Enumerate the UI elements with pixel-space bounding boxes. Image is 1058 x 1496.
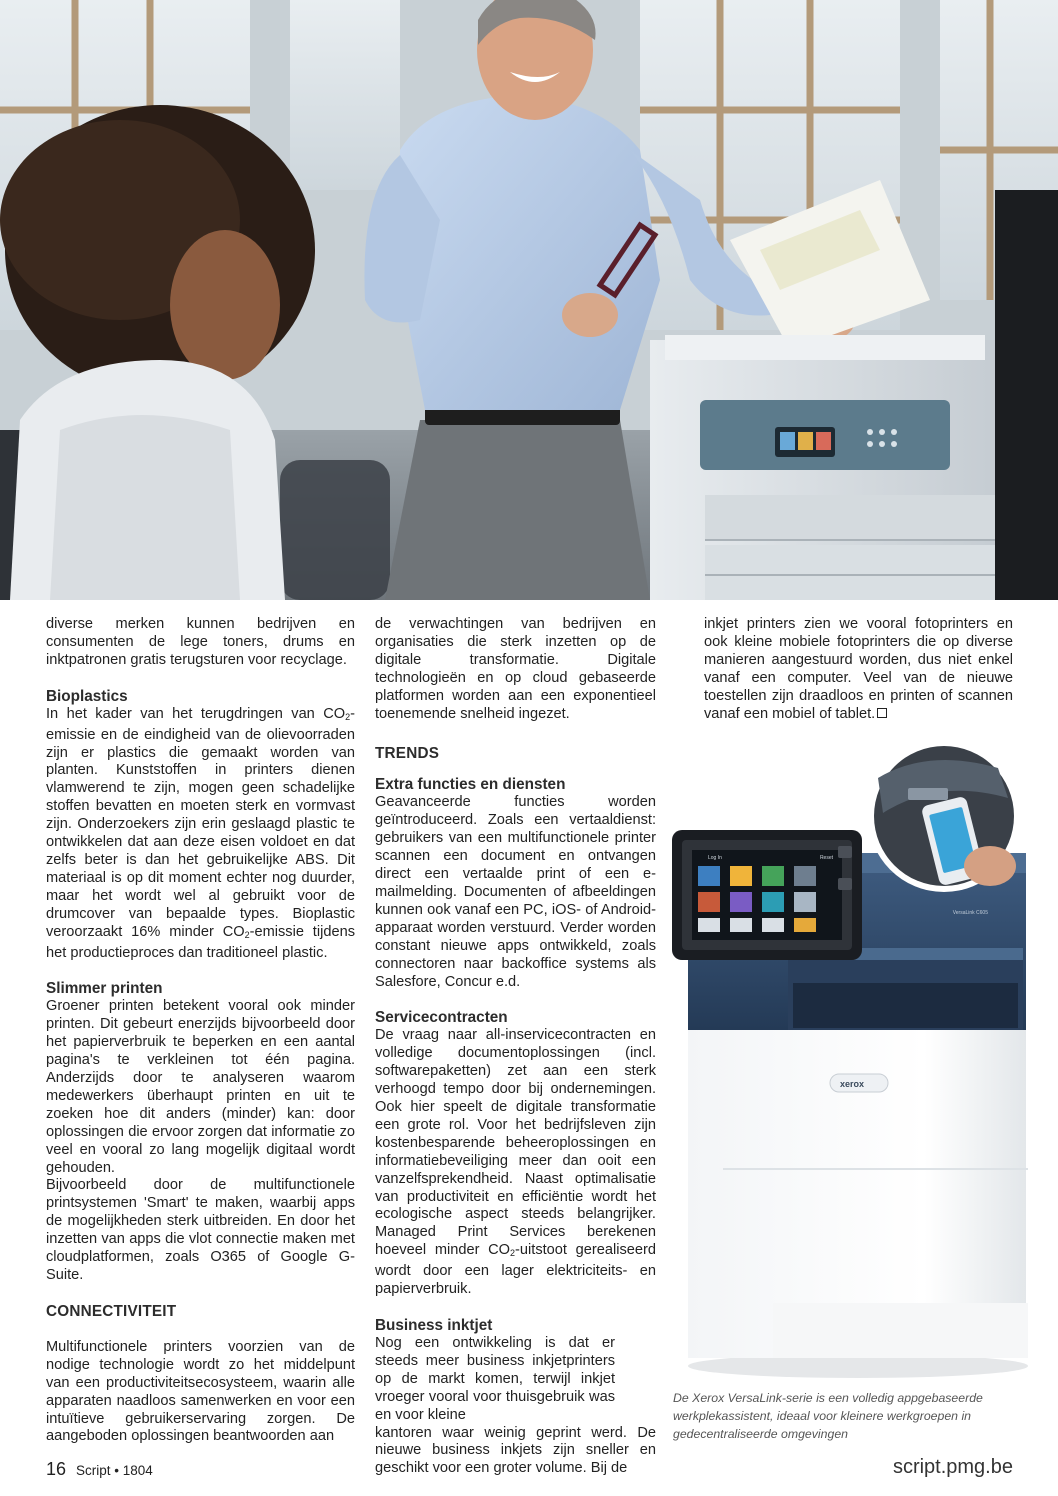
- office-scene-illustration: [0, 0, 1058, 600]
- bioplastics-text-c: -emissie tijdens het productieproces dan traditioneel plastic.: [46, 923, 355, 961]
- screen-login-label: Log In: [708, 855, 722, 861]
- slimmer-printen-heading: Slimmer printen: [46, 980, 163, 998]
- servicecontracten-paragraph: [375, 1027, 656, 1299]
- extra-functies-heading: Extra functies en diensten: [375, 776, 566, 794]
- bioplastics-paragraph: [46, 706, 355, 963]
- end-of-article-icon: [877, 708, 887, 718]
- hero-photo: [0, 0, 1058, 600]
- slimmer-paragraph-2: Bijvoorbeeld door de multifunctionele printsystemen 'Smart' te maken, waarbij apps de mogelijkheden sterk uitbreiden. En door het inzetten van apps die vlot connectie maken met cloudplatformen, zoals O365 of Google G-Suite.: [46, 1177, 355, 1283]
- col2-intro: de verwachtingen van bedrijven en organisaties die sterk inzetten op de digitale transformatie. Digitale technologieën en op cloud gebaseerde platformen worden aan een exponentieel toenemende snelheid ingezet.: [375, 616, 656, 722]
- column-2: [375, 616, 656, 1478]
- col1-intro: diverse merken kunnen bedrijven en consumenten de lege toners, drums en inktpatronen gratis terugsturen voor recyclage.: [46, 616, 355, 668]
- footer-website: script.pmg.be: [892, 1456, 1013, 1478]
- extra-functies-paragraph: Geavanceerde functies worden geïntroduceerd. Zoals een vertaaldienst: gebruikers van een multifunctionele printer scannen een document en ontvangen direct een vertaalde print of een e-mailmelding. Documenten of afbeeldingen kunnen ook vanaf een PC, iOS- of Android-apparaat worden verstuurd. Verder worden constant nieuwe apps ontwikkeld, zoals connectoren naar backoffice systems als Salesfore, Concur e.d.: [375, 794, 656, 990]
- model-label: VersaLink C605: [952, 910, 988, 916]
- page-number: 16: [46, 1459, 67, 1479]
- bioplastics-text-b: -emissie en de eindigheid van de olievoorraden zijn er plastics die gemaakt worden van planten. Kunststoffen in printers dienen vlamwerend te zijn, mogen geen schadelijke stoffen bevatten en moeten sterk en vormvast zijn. Onderzoekers zijn erin geslaagd plastic te ontwikkelen dat aan deze eisen voldoet en dat zelfs beter is dan het gebruikelijke ABS. Dit materiaal is op dit moment echter nog duurder, maar het wordt wel al gebruikt voor de drumcover van bepaalde types. Bioplastic veroorzaakt 16% minder CO: [46, 705, 355, 940]
- magazine-issue: Script • 1804: [76, 1463, 153, 1478]
- co2-subscript: 2: [244, 929, 250, 940]
- xerox-logo: xerox: [839, 1079, 865, 1089]
- slimmer-paragraph-1: Groener printen betekent vooral ook minder printen. Dit gebeurt enerzijds bijvoorbeeld door het papierverbruik te beperken en een aantal pagina's te verkleinen tot één pagina. Anderzijds door te analyseren waarom medewerkers überhaupt printen en uit te zoeken hoe dit anders (minder) kan: door oplossingen die ervoor zorgen dat informatie zo veel en vooral zo lang mogelijk digitaal wordt gehouden.: [46, 998, 355, 1176]
- xerox-printer-image: [668, 738, 1048, 1386]
- co2-subscript: 2: [345, 711, 351, 722]
- business-paragraph-a: Nog een ontwikkeling is dat er steeds meer business inkjetprinters op de markt komen, terwijl inkjet vroeger vooral voor thuisgebruik was en voor kleine: [375, 1335, 615, 1423]
- col3-intro-text: inkjet printers zien we vooral fotoprinters en ook kleine mobiele fotoprinters die op diverse manieren aangestuurd worden, dus niet enkel vanaf een computer. Veel van de nieuwe toestellen zijn draadloos en printen of scannen vanaf een mobiel of tablet.: [704, 616, 1013, 722]
- connectiviteit-paragraph: Multifunctionele printers voorzien van de nodige technologie wordt zo het middelpunt van een productiviteitsecosysteem, waarin alle apparaten naadloos samenwerken en voor een intuïtieve gebruikerservaring zorgen. De aangeboden oplossingen beantwoorden aan: [46, 1338, 355, 1445]
- printer-illustration: [668, 738, 1048, 1386]
- service-text-a: De vraag naar all-inservicecontracten en volledige documentoplossingen (incl. softwarepaketten) zet aan een sterk verhoogd tempo door bij ondernemingen. Ook hier speelt de digitale transformatie een grote rol. Voor het bedrijfsleven zijn kostenbesparende beheeroplossingen en informatiebeveiliging meer dan ooit een vanzelfsprekendheid. Naast optimalisatie van productiviteit en efficiëntie wordt het ecologische aspect steeds belangrijker. Managed Print Services berekenen hoeveel minder CO: [375, 1027, 656, 1259]
- business-inktjet-heading: Business inktjet: [375, 1317, 493, 1334]
- bioplastics-heading: Bioplastics: [46, 687, 128, 705]
- footer-left: [46, 1459, 153, 1480]
- column-3: [704, 616, 1013, 723]
- service-text-b: -uitstoot gerealiseerd wordt door een lager elektriciteits- en papierverbruik.: [375, 1242, 656, 1298]
- co2-subscript: 2: [510, 1248, 516, 1259]
- trends-heading: TRENDS: [375, 745, 440, 763]
- servicecontracten-heading: Servicecontracten: [375, 1009, 508, 1027]
- col3-intro: [704, 616, 1013, 723]
- business-paragraph-b: kantoren waar weinig geprint werd. De nieuwe business inkjets zijn sneller en geschikt voor een groter volume. Bij de: [375, 1424, 656, 1477]
- connectiviteit-heading: CONNECTIVITEIT: [46, 1302, 177, 1320]
- screen-reset-label: Reset: [819, 855, 833, 861]
- image-caption: De Xerox VersaLink-serie is een volledig appgebaseerde werkplekassistent, ideaal voor kleinere werkgroepen in gedecentraliseerde omgevingen: [673, 1391, 983, 1441]
- bioplastics-text-a: In het kader van het terugdringen van CO: [46, 705, 346, 722]
- column-1: [46, 616, 355, 1446]
